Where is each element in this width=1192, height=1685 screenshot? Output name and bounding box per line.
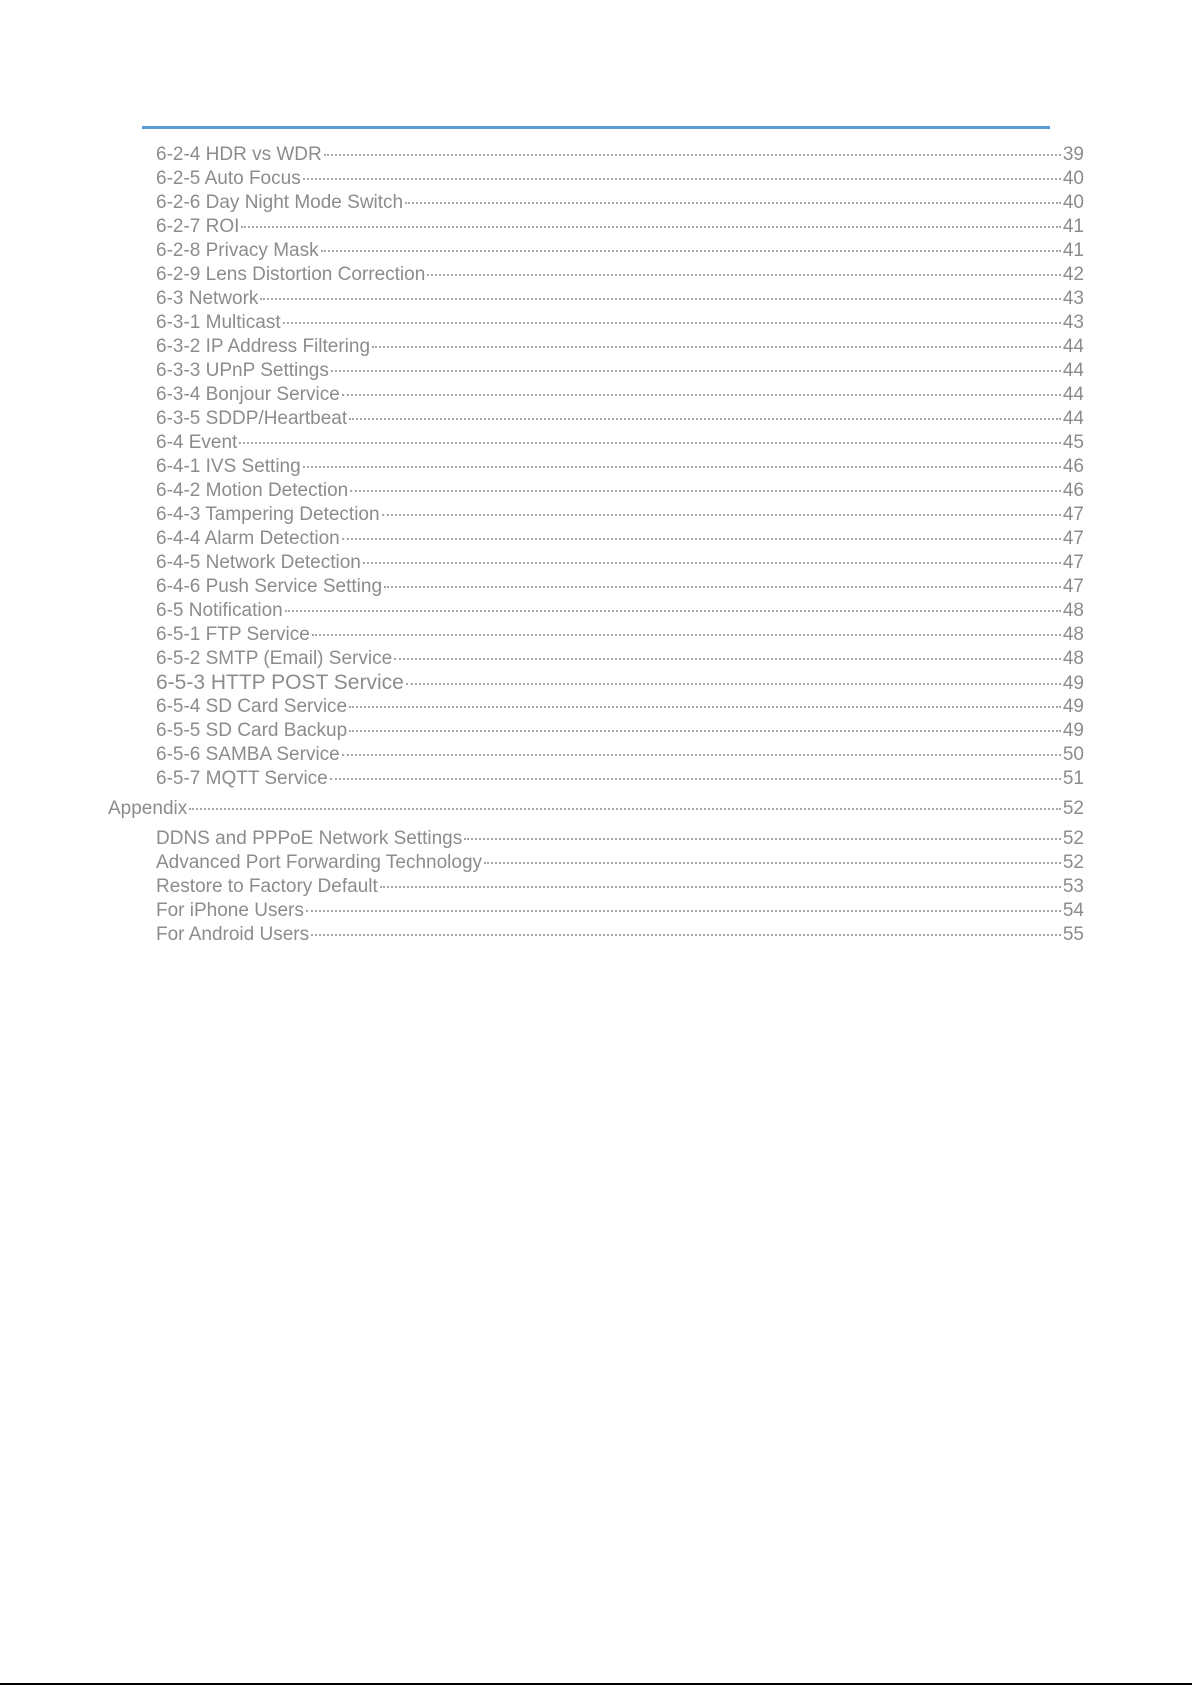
toc-dot-leader xyxy=(260,298,1060,300)
toc-entry[interactable] xyxy=(0,335,1192,359)
toc-entry-title: 6-3-2 IP Address Filtering xyxy=(156,336,371,357)
toc-dot-leader xyxy=(311,934,1061,936)
toc-entry[interactable] xyxy=(0,671,1192,695)
toc-page-number: 43 xyxy=(1062,288,1084,309)
toc-entry-title: 6-3-1 Multicast xyxy=(156,312,281,333)
toc-dot-leader xyxy=(349,706,1061,708)
toc-entry[interactable] xyxy=(0,359,1192,383)
toc-dot-leader xyxy=(380,886,1061,888)
toc-entry[interactable] xyxy=(0,167,1192,191)
toc-page-number: 47 xyxy=(1062,552,1084,573)
toc-page-number: 49 xyxy=(1062,673,1084,694)
toc-dot-leader xyxy=(342,394,1061,396)
toc-dot-leader xyxy=(331,370,1061,372)
toc-page-number: 52 xyxy=(1062,798,1084,819)
toc-entry-title: For iPhone Users xyxy=(156,900,304,921)
toc-entry[interactable] xyxy=(0,899,1192,923)
toc-entry[interactable] xyxy=(0,719,1192,743)
toc-entry[interactable] xyxy=(0,647,1192,671)
toc-entry-title: DDNS and PPPoE Network Settings xyxy=(156,828,463,849)
toc-page-number: 44 xyxy=(1062,408,1084,429)
toc-entry-title: For Android Users xyxy=(156,924,310,945)
toc-page-number: 49 xyxy=(1062,720,1084,741)
toc-entry-title: 6-5-4 SD Card Service xyxy=(156,696,348,717)
toc-page-number: 48 xyxy=(1062,600,1084,621)
toc-dot-leader xyxy=(350,490,1061,492)
toc-entry[interactable] xyxy=(0,797,1192,821)
toc-entry[interactable] xyxy=(0,311,1192,335)
toc-dot-leader xyxy=(312,634,1061,636)
toc-dot-leader xyxy=(241,226,1060,228)
toc-entry-title: 6-3 Network xyxy=(156,288,259,309)
toc-entry-title: 6-2-5 Auto Focus xyxy=(156,168,301,189)
toc-entry-title: 6-5-5 SD Card Backup xyxy=(156,720,348,741)
toc-page-number: 44 xyxy=(1062,360,1084,381)
toc-page-number: 47 xyxy=(1062,528,1084,549)
toc-dot-leader xyxy=(303,466,1061,468)
toc-entry-title: 6-5-6 SAMBA Service xyxy=(156,744,340,765)
toc-dot-leader xyxy=(189,808,1061,810)
toc-entry[interactable] xyxy=(0,767,1192,791)
toc-entry[interactable] xyxy=(0,551,1192,575)
toc-dot-leader xyxy=(306,910,1061,912)
toc-entry-title: 6-5-1 FTP Service xyxy=(156,624,310,645)
toc-dot-leader xyxy=(406,683,1061,685)
toc-entry-title: 6-4-1 IVS Setting xyxy=(156,456,301,477)
toc-entry[interactable] xyxy=(0,479,1192,503)
toc-entry[interactable] xyxy=(0,503,1192,527)
toc-dot-leader xyxy=(394,658,1061,660)
toc-entry-title: 6-4-6 Push Service Setting xyxy=(156,576,383,597)
toc-page-number: 44 xyxy=(1062,384,1084,405)
toc-entry-title: 6-3-3 UPnP Settings xyxy=(156,360,329,381)
toc-dot-leader xyxy=(382,514,1061,516)
toc-entry-title: 6-5-3 HTTP POST Service xyxy=(156,671,404,694)
toc-entry-title: 6-5 Notification xyxy=(156,600,283,621)
toc-page-number: 50 xyxy=(1062,744,1084,765)
table-of-contents xyxy=(0,143,1192,947)
toc-dot-leader xyxy=(384,586,1061,588)
toc-entry[interactable] xyxy=(0,215,1192,239)
toc-entry[interactable] xyxy=(0,827,1192,851)
toc-page-number: 47 xyxy=(1062,576,1084,597)
toc-page-number: 51 xyxy=(1062,768,1084,789)
toc-dot-leader xyxy=(342,538,1061,540)
toc-page-number: 41 xyxy=(1062,240,1084,261)
toc-entry[interactable] xyxy=(0,623,1192,647)
toc-page-number: 47 xyxy=(1062,504,1084,525)
toc-dot-leader xyxy=(427,274,1061,276)
toc-entry-title: 6-5-7 MQTT Service xyxy=(156,768,328,789)
toc-entry-title: 6-4-3 Tampering Detection xyxy=(156,504,380,525)
toc-page-number: 40 xyxy=(1062,168,1084,189)
toc-entry-title: 6-2-7 ROI xyxy=(156,216,240,237)
toc-dot-leader xyxy=(324,154,1061,156)
toc-dot-leader xyxy=(239,442,1061,444)
toc-entry-title: 6-4-4 Alarm Detection xyxy=(156,528,340,549)
toc-dot-leader xyxy=(363,562,1061,564)
toc-entry-title: 6-3-5 SDDP/Heartbeat xyxy=(156,408,348,429)
toc-page-number: 39 xyxy=(1062,144,1084,165)
toc-page-number: 41 xyxy=(1062,216,1084,237)
toc-entry[interactable] xyxy=(0,695,1192,719)
toc-entry-title: Restore to Factory Default xyxy=(156,876,378,897)
toc-entry[interactable] xyxy=(0,851,1192,875)
toc-page-number: 52 xyxy=(1062,828,1084,849)
toc-dot-leader xyxy=(464,838,1061,840)
toc-entry-title: 6-3-4 Bonjour Service xyxy=(156,384,340,405)
toc-entry-title: 6-4-5 Network Detection xyxy=(156,552,361,573)
toc-entry[interactable] xyxy=(0,575,1192,599)
toc-page-number: 48 xyxy=(1062,648,1084,669)
toc-entry[interactable] xyxy=(0,743,1192,767)
toc-entry[interactable] xyxy=(0,287,1192,311)
toc-dot-leader xyxy=(283,322,1061,324)
toc-dot-leader xyxy=(321,250,1061,252)
toc-dot-leader xyxy=(342,754,1061,756)
toc-page-number: 46 xyxy=(1062,456,1084,477)
toc-page-number: 43 xyxy=(1062,312,1084,333)
toc-entry[interactable] xyxy=(0,599,1192,623)
toc-page-number: 49 xyxy=(1062,696,1084,717)
toc-entry[interactable] xyxy=(0,263,1192,287)
toc-page-number: 42 xyxy=(1062,264,1084,285)
toc-dot-leader xyxy=(372,346,1061,348)
toc-entry[interactable] xyxy=(0,431,1192,455)
toc-entry[interactable] xyxy=(0,455,1192,479)
toc-entry[interactable] xyxy=(0,875,1192,899)
toc-entry[interactable] xyxy=(0,407,1192,431)
toc-dot-leader xyxy=(349,730,1061,732)
toc-entry-title: 6-2-4 HDR vs WDR xyxy=(156,144,322,165)
toc-dot-leader xyxy=(484,862,1061,864)
toc-page-number: 45 xyxy=(1062,432,1084,453)
toc-entry-title: Advanced Port Forwarding Technology xyxy=(156,852,483,873)
toc-entry-title: Appendix xyxy=(108,798,188,819)
toc-entry[interactable] xyxy=(0,191,1192,215)
toc-entry[interactable] xyxy=(0,527,1192,551)
toc-page-number: 48 xyxy=(1062,624,1084,645)
toc-page-number: 52 xyxy=(1062,852,1084,873)
toc-dot-leader xyxy=(349,418,1061,420)
toc-entry-title: 6-2-6 Day Night Mode Switch xyxy=(156,192,404,213)
toc-dot-leader xyxy=(303,178,1061,180)
toc-dot-leader xyxy=(405,202,1061,204)
toc-dot-leader xyxy=(285,610,1061,612)
toc-entry-title: 6-5-2 SMTP (Email) Service xyxy=(156,648,393,669)
header-rule xyxy=(142,126,1050,129)
toc-page-number: 53 xyxy=(1062,876,1084,897)
toc-entry[interactable] xyxy=(0,923,1192,947)
toc-entry[interactable] xyxy=(0,143,1192,167)
toc-entry-title: 6-2-9 Lens Distortion Correction xyxy=(156,264,426,285)
toc-page-number: 54 xyxy=(1062,900,1084,921)
toc-entry[interactable] xyxy=(0,239,1192,263)
toc-entry-title: 6-4 Event xyxy=(156,432,238,453)
toc-page-number: 46 xyxy=(1062,480,1084,501)
toc-entry-title: 6-2-8 Privacy Mask xyxy=(156,240,319,261)
toc-page-number: 40 xyxy=(1062,192,1084,213)
toc-page-number: 44 xyxy=(1062,336,1084,357)
toc-page-number: 55 xyxy=(1062,924,1084,945)
toc-dot-leader xyxy=(330,778,1061,780)
toc-entry-title: 6-4-2 Motion Detection xyxy=(156,480,349,501)
toc-entry[interactable] xyxy=(0,383,1192,407)
